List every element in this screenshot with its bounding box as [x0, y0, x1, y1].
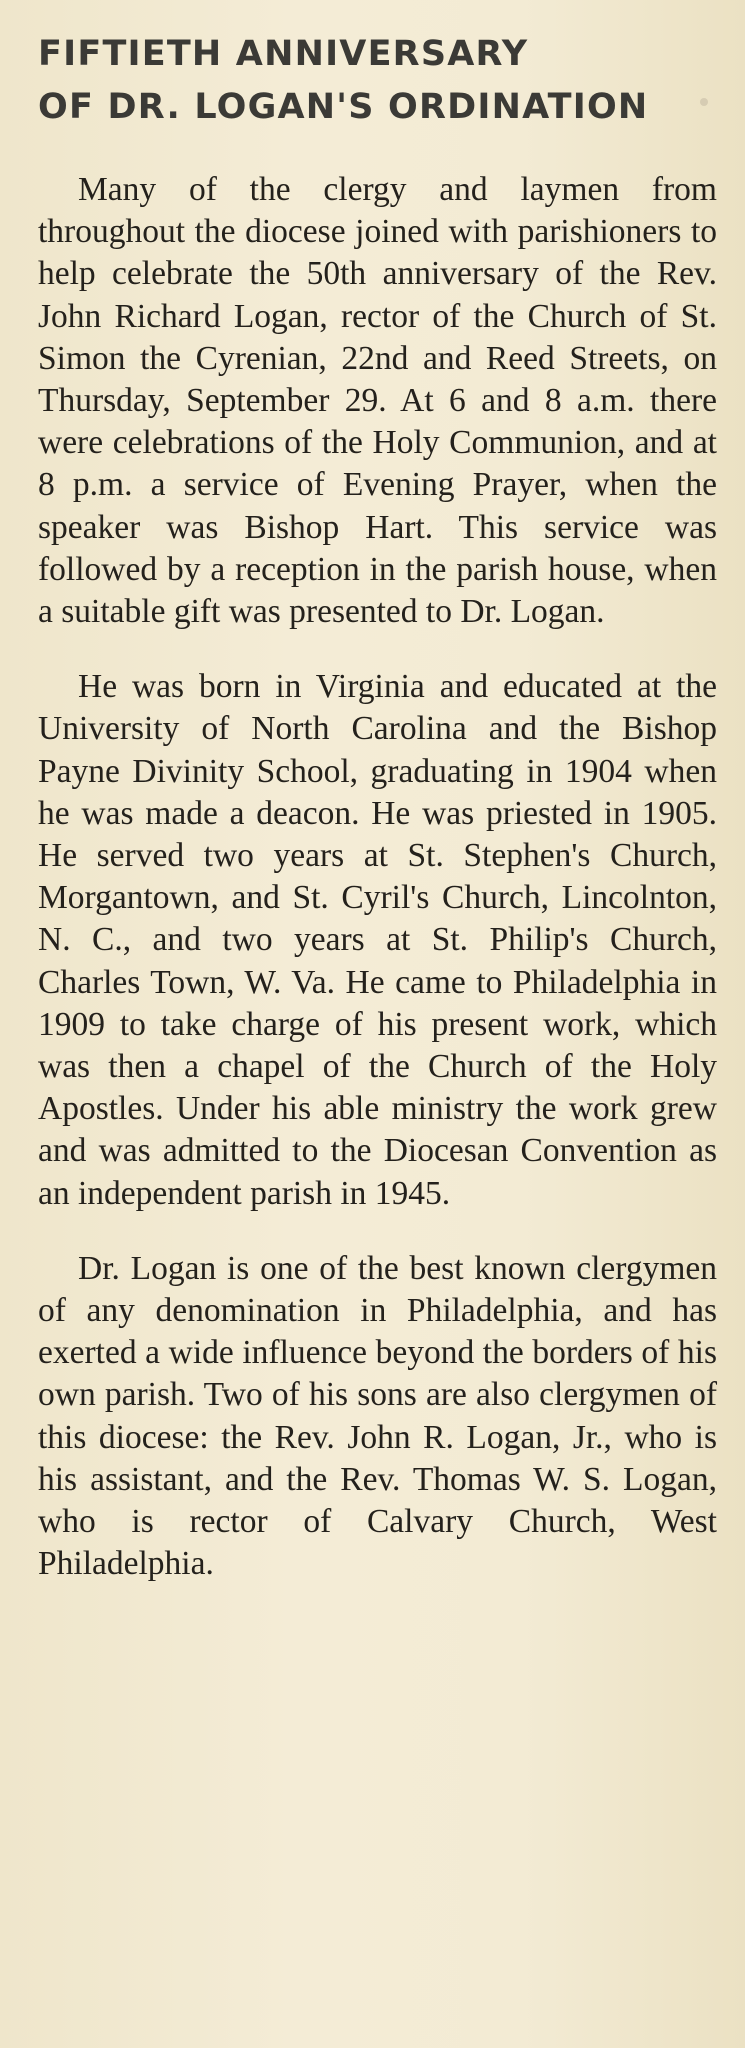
article-body	[38, 169, 717, 1586]
paper-speck	[700, 98, 708, 106]
paragraph-influence: Dr. Logan is one of the best known clergymen of any denomination in Philadelphia, and has exerted a wide influence beyond the borders of his own parish. Two of his sons are also clergymen of this diocese: the Rev. John R. Logan, Jr., who is his assistant, and the Rev. Thomas W. S. Logan, who is rector of Calvary Church, West Philadelphia.	[38, 1249, 717, 1583]
title-line-1: FIFTIETH ANNIVERSARY	[38, 34, 529, 74]
paragraph-biography: He was born in Virginia and educated at the University of North Carolina and the Bishop Payne Divinity School, graduating in 1904 when he was made a deacon. He was priested in 1905. He served two years at St. Stephen's Church, Morgantown, and St. Cyril's Church, Lincolnton, N. C., and two years at St. Philip's Church, Charles Town, W. Va. He came to Philadelphia in 1909 to take charge of his present work, which was then a chapel of the Church of the Holy Apostles. Under his able ministry the work grew and was admitted to the Diocesan Convention as an independent parish in 1945.	[38, 668, 717, 1212]
paragraph-celebration: Many of the clergy and laymen from throughout the diocese joined with parishioners to help celebrate the 50th anniversary of the Rev. John Richard Logan, rector of the Church of St. Simon the Cyrenian, 22nd and Reed Streets, on Thursday, September 29. At 6 and 8 a.m. there were celebrations of the Holy Communion, and at 8 p.m. a service of Evening Prayer, when the speaker was Bishop Hart. This service was followed by a reception in the parish house, when a suitable gift was presented to Dr. Logan.	[38, 171, 717, 631]
title-line-2: OF DR. LOGAN'S ORDINATION	[38, 86, 649, 127]
article-title	[38, 28, 717, 133]
